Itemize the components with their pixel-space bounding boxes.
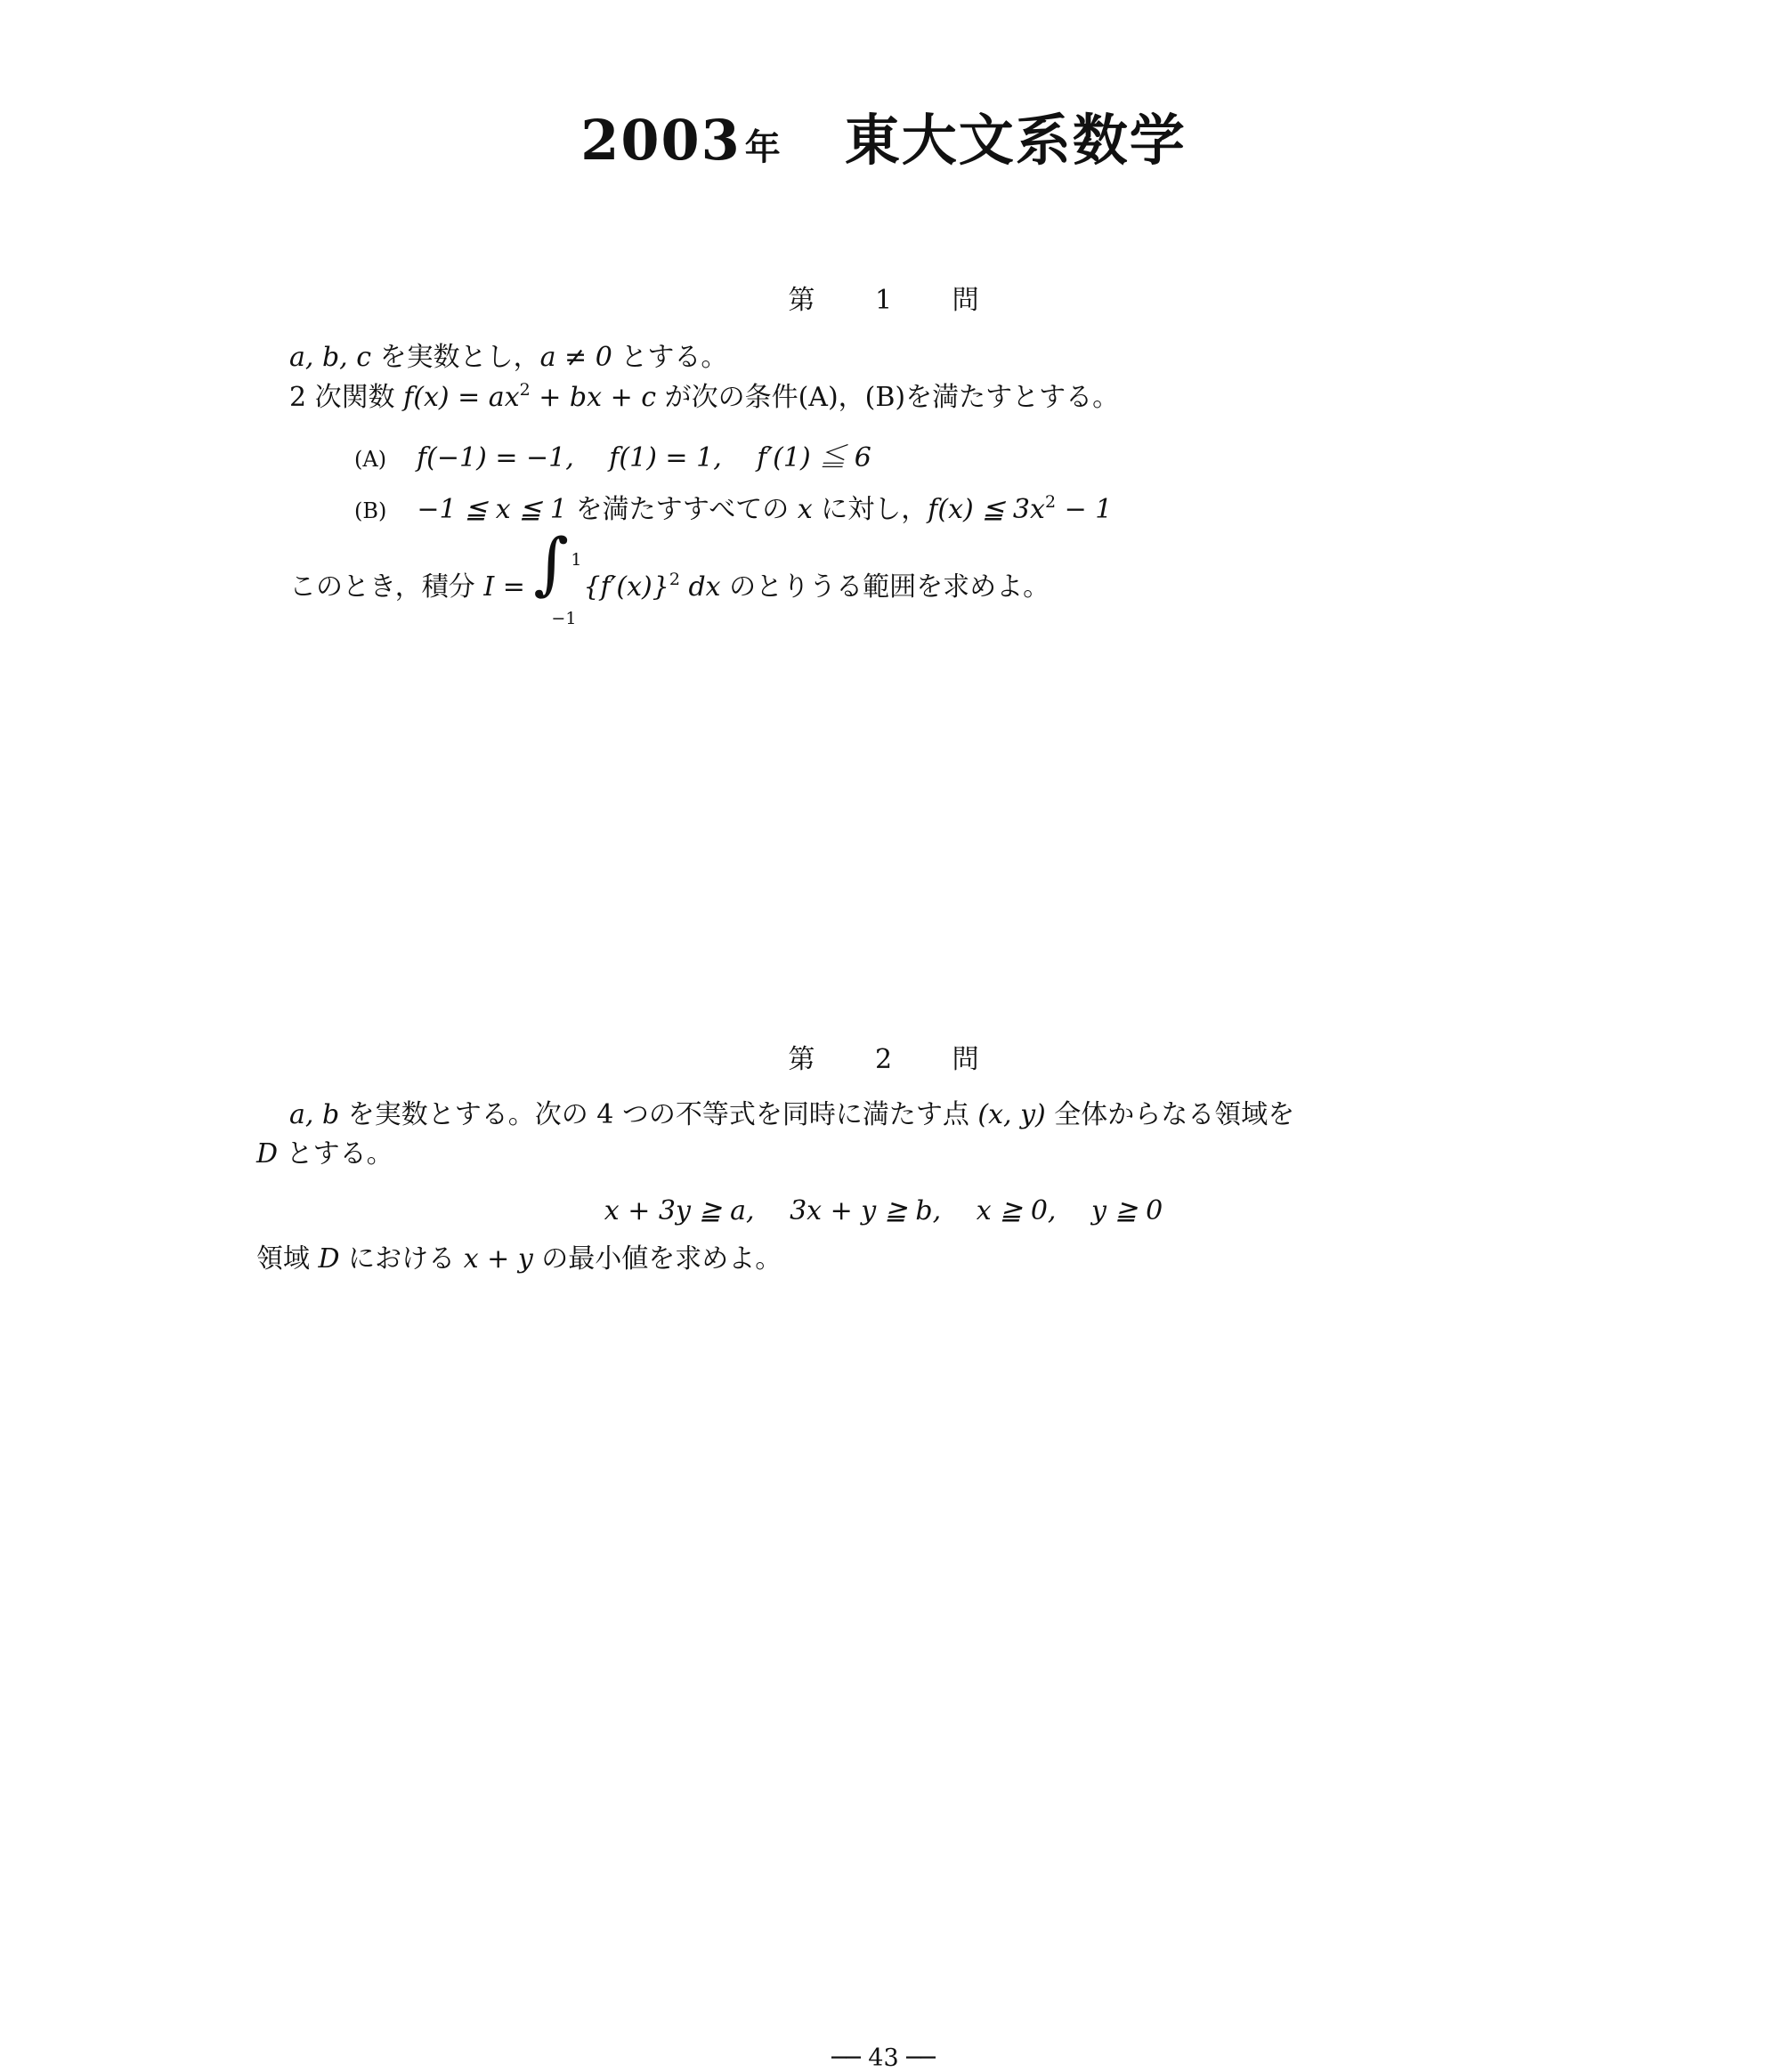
q1-line3 [289, 523, 1050, 628]
q1-func-b: + bx + c [530, 382, 657, 413]
q2-line3-expr: x + y [463, 1243, 533, 1275]
page-number: ── 43 ── [831, 2044, 936, 2072]
q1-condA-label: (A) [354, 447, 387, 472]
q1-cond: a ≠ 0 [539, 342, 612, 373]
q2-ineqs: x + 3y ≧ a, 3x + y ≧ b, x ≧ 0, y ≧ 0 [604, 1195, 1163, 1226]
q1-condB-mid: を満たすすべての [567, 494, 798, 525]
q1-condB-ineq-a: f(x) ≦ 3x [928, 494, 1045, 525]
q1-integrand-a: {f′(x)} [583, 571, 669, 603]
q2-point: (x, y) [977, 1099, 1046, 1130]
q1-line1-text1: を実数とし， [371, 342, 540, 373]
q2-line3 [256, 1242, 782, 1277]
q1-line1 [289, 340, 727, 376]
page-title [0, 96, 1767, 175]
q1-condB-ineq-b: − 1 [1056, 494, 1113, 525]
q1-condB-label: (B) [354, 498, 387, 523]
q1-line2-tail: が次の条件(A)，(B)を満たすとする。 [656, 382, 1120, 413]
q2-vars: a, b [289, 1099, 340, 1130]
q1-condition-a [354, 441, 871, 477]
q2-line3-tail: の最小値を求めよ。 [532, 1243, 782, 1275]
q1-condB-range: −1 ≦ x ≦ 1 [417, 494, 568, 525]
q1-func-exp: 2 [519, 380, 531, 400]
q1-integrand-b: dx [679, 571, 721, 603]
q1-line2 [289, 380, 1119, 416]
q2-line1 [289, 1097, 1294, 1133]
q1-vars: a, b, c [289, 342, 372, 373]
q1-condition-b [354, 492, 1112, 529]
integral-upper: 1 [571, 550, 582, 570]
title-nen: 年 [744, 126, 782, 168]
q1-lhs: I = [483, 571, 525, 603]
title-year: 2003 [580, 108, 742, 173]
q1-integrand-exp: 2 [669, 570, 680, 589]
integral-symbol: ∫ [533, 523, 570, 603]
q2-line2-text: とする。 [278, 1138, 393, 1170]
q1-line1-text2: とする。 [612, 342, 728, 373]
q2-inequalities [0, 1194, 1767, 1229]
q1-heading: 第 1 問 [788, 285, 979, 316]
q2-heading: 第 2 問 [788, 1044, 979, 1075]
q1-line3-lead: このとき，積分 [289, 571, 484, 603]
integral-sign [533, 523, 583, 628]
q1-line2-lead: 2 次関数 [289, 382, 404, 413]
integral-lower: −1 [551, 609, 577, 628]
q1-condB-exp: 2 [1044, 492, 1057, 512]
q2-line3-lead: 領域 [256, 1243, 319, 1275]
q2-line1-text1: を実数とする。次の 4 つの不等式を同時に満たす点 [339, 1099, 978, 1130]
q1-condA-expr: f(−1) = −1, f(1) = 1, f′(1) ≦ 6 [417, 442, 871, 473]
q2-line3-mid: における [339, 1243, 464, 1275]
q2-line1-text2: 全体からなる領域を [1045, 1099, 1295, 1130]
q1-condB-var: x [797, 494, 813, 525]
q1-func-a: f(x) = ax [403, 382, 520, 413]
title-subject: 東大文系数学 [844, 108, 1187, 173]
q1-line3-tail: のとりうる範囲を求めよ。 [720, 571, 1050, 603]
q2-line3-var: D [318, 1243, 340, 1275]
q2-region-var: D [256, 1138, 279, 1170]
q2-line2 [256, 1137, 393, 1172]
q1-condB-mid2: に対し， [812, 494, 928, 525]
